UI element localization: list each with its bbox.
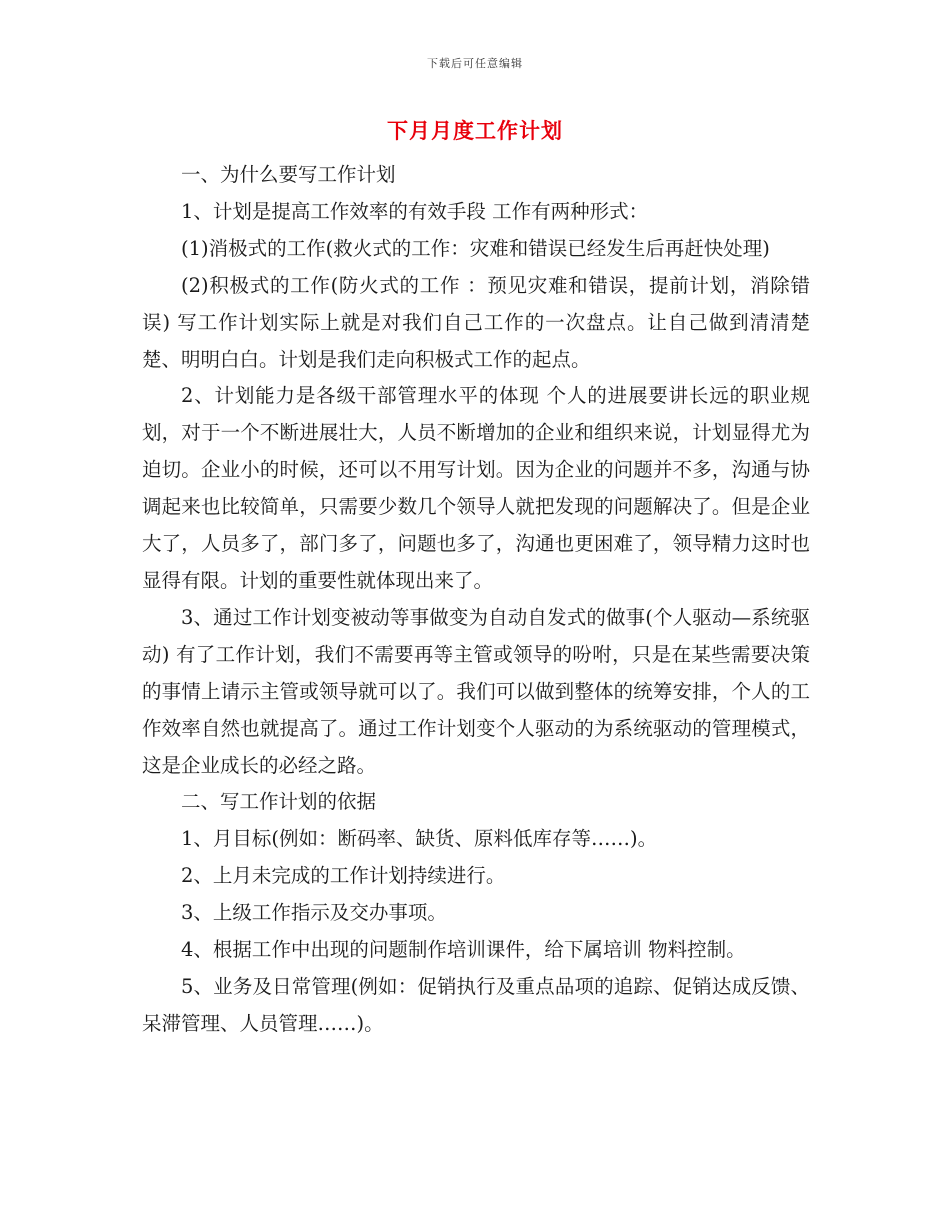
paragraph: 1、月目标(例如：断码率、缺货、原料低库存等……)。 [181,827,658,851]
header-note: 下载后可任意编辑 [427,57,523,70]
paragraph: (2)积极式的工作(防火式的工作 ：预见灾难和错误，提前计划，消除错误) 写工作计划实际上就是对我们自己工作的一次盘点。让自己做到清清楚楚、明明白白。计划是我们走向积极式工作的起点。 [142,273,810,371]
document-body [142,157,810,1043]
section-heading-2: 二、写工作计划的依据 [181,790,377,814]
document-title: 下月月度工作计划 [387,119,563,143]
paragraph: 2、上月未完成的工作计划持续进行。 [181,864,506,888]
paragraph: 1、计划是提高工作效率的有效手段 工作有两种形式： [181,199,649,223]
paragraph: (1)消极式的工作(救火式的工作：灾难和错误已经发生后再赶快处理) [181,236,770,260]
paragraph: 3、上级工作指示及交办事项。 [181,901,447,925]
paragraph: 2、计划能力是各级干部管理水平的体现 个人的进展要讲长远的职业规划，对于一个不断进展壮大，人员不断增加的企业和组织来说，计划显得尤为迫切。企业小的时候，还可以不用写计划。因为企业的问题并不多，沟通与协调起来也比较简单，只需要少数几个领导人就把发现的问题解决了。但是企业大了，人员多了，部门多了，问题也多了，沟通也更困难了，领导精力这时也显得有限。计划的重要性就体现出来了。 [142,384,810,592]
paragraph: 4、根据工作中出现的问题制作培训课件，给下属培训 物料控制。 [181,938,746,962]
section-heading-1: 一、为什么要写工作计划 [181,163,396,186]
paragraph: 3、通过工作计划变被动等事做变为自动自发式的做事(个人驱动—系统驱动) 有了工作计划，我们不需要再等主管或领导的吩咐，只是在某些需要决策的事情上请示主管或领导就可以了。我们可以做到整体的统筹安排，个人的工作效率自然也就提高了。通过工作计划变个人驱动的为系统驱动的管理模式，这是企业成长的必经之路。 [142,605,810,777]
paragraph: 5、业务及日常管理(例如：促销执行及重点品项的追踪、促销达成反馈、呆滞管理、人员管理……)。 [142,974,810,1035]
